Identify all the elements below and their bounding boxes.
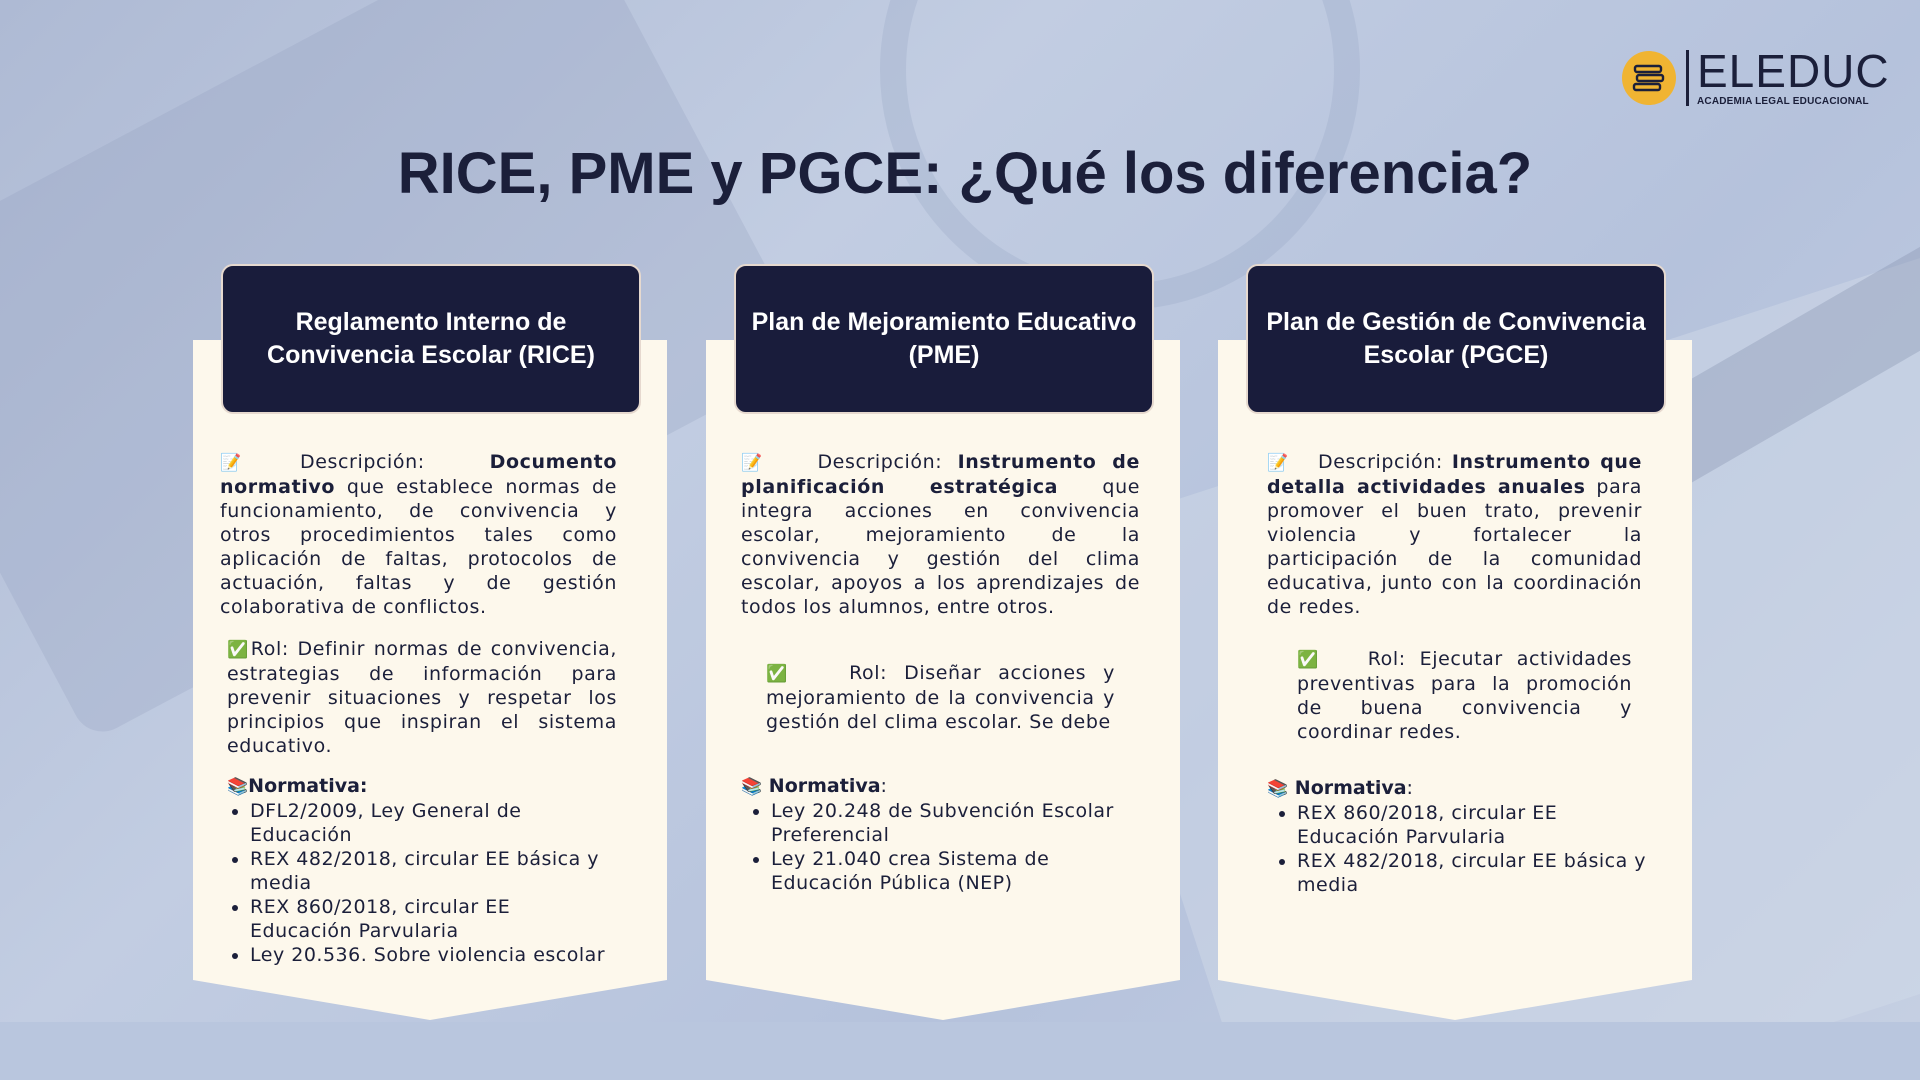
norm-heading xyxy=(220,774,617,799)
norm-item: DFL2/2009, Ley General de Educación xyxy=(250,799,617,847)
description-text: que integra acciones en convivencia escolar, mejoramiento de la convivencia y gestión del clima escolar, apoyos a los aprendizajes de todos los alumnos, entre otros. xyxy=(741,476,1140,618)
norm-list xyxy=(220,799,617,967)
card-pgce xyxy=(1218,308,1692,1020)
role-text: Rol: Diseñar acciones y mejoramiento de la convivencia y gestión del clima escolar. Se debe xyxy=(766,662,1115,733)
description-label: Descripción: xyxy=(1318,451,1452,473)
role-text: Rol: Ejecutar actividades preventivas para la promoción de buena convivencia y coordinar redes. xyxy=(1297,648,1632,743)
norm-label: Normativa xyxy=(1294,777,1407,799)
memo-icon: 📝 xyxy=(741,453,772,473)
check-mark-icon: ✅ xyxy=(766,664,799,684)
brand-logo xyxy=(1622,45,1890,107)
card-description xyxy=(741,450,1140,619)
card-role xyxy=(220,637,617,758)
norm-list xyxy=(741,799,1140,895)
description-label: Descripción: xyxy=(817,451,958,473)
norm-item: Ley 20.536. Sobre violencia escolar xyxy=(250,943,617,967)
check-mark-icon: ✅ xyxy=(1297,650,1327,670)
norm-label: Normativa xyxy=(768,775,881,797)
logo-text xyxy=(1697,45,1890,107)
card-pme xyxy=(706,308,1180,1020)
description-emphasis: Instrumento de planificación estratégica xyxy=(741,451,1140,498)
memo-icon: 📝 xyxy=(220,453,300,473)
card-header xyxy=(221,264,641,414)
norm-item: REX 482/2018, circular EE básica y media xyxy=(250,847,617,895)
books-stack-icon: 📚 xyxy=(1267,779,1289,799)
books-stack-icon: 📚 xyxy=(741,777,763,797)
books-icon xyxy=(1622,51,1676,105)
card-header xyxy=(734,264,1154,414)
norm-item: REX 860/2018, circular EE Educación Parvularia xyxy=(250,895,617,943)
norm-heading: 📚 Normativa: xyxy=(741,775,887,797)
norm-label: Normativa: xyxy=(248,775,368,797)
norm-item: REX 860/2018, circular EE Educación Parvularia xyxy=(1297,801,1662,849)
card-content xyxy=(220,450,617,967)
logo-divider xyxy=(1686,50,1689,106)
description-label: Descripción: xyxy=(299,451,490,473)
logo-subtitle: ACADEMIA LEGAL EDUCACIONAL xyxy=(1697,96,1869,107)
card-header-title: Plan de Mejoramiento Educativo (PME) xyxy=(751,308,1137,369)
description-text: que establece normas de funcionamiento, de convivencia y otros procedimientos tales como aplicación de faltas, protocolos de actuación, faltas y de gestión colaborativa de conflictos. xyxy=(220,476,617,618)
books-stack-icon: 📚 xyxy=(227,777,249,797)
norm-item: Ley 20.248 de Subvención Escolar Preferencial xyxy=(771,799,1140,847)
description-emphasis: Documento normativo xyxy=(220,451,617,498)
card-content xyxy=(1267,450,1647,897)
page-title: RICE, PME y PGCE: ¿Qué los diferencia? xyxy=(397,141,1533,206)
role-text: Rol: Definir normas de convivencia, estrategias de información para prevenir situaciones y respetar los principios que inspiran el sistema educativo. xyxy=(227,638,617,757)
norm-heading: 📚 Normativa: xyxy=(1267,777,1413,799)
card-description xyxy=(1267,450,1642,619)
card-header xyxy=(1246,264,1666,414)
card-role xyxy=(1267,647,1642,744)
memo-icon: 📝 xyxy=(1267,453,1292,473)
logo-wordmark: ELEDUC xyxy=(1697,45,1890,97)
card-content xyxy=(741,450,1140,895)
card-header-title: Reglamento Interno de Convivencia Escolar (RICE) xyxy=(267,308,595,369)
description-text: para promover el buen trato, prevenir violencia y fortalecer la participación de la comunidad educativa, junto con la coordinación de redes. xyxy=(1267,476,1642,618)
description-emphasis: Instrumento que detalla actividades anuales xyxy=(1267,451,1643,498)
norm-item: REX 482/2018, circular EE básica y media xyxy=(1297,849,1662,897)
norm-list xyxy=(1267,801,1662,897)
card-role xyxy=(741,661,1140,734)
card-rice xyxy=(193,308,667,1020)
card-description xyxy=(220,450,617,619)
check-mark-icon: ✅ xyxy=(227,640,251,660)
background-bottom-band xyxy=(0,1022,1920,1080)
card-header-title: Plan de Gestión de Convivencia Escolar (PGCE) xyxy=(1266,308,1646,369)
norm-item: Ley 21.040 crea Sistema de Educación Pública (NEP) xyxy=(771,847,1140,895)
